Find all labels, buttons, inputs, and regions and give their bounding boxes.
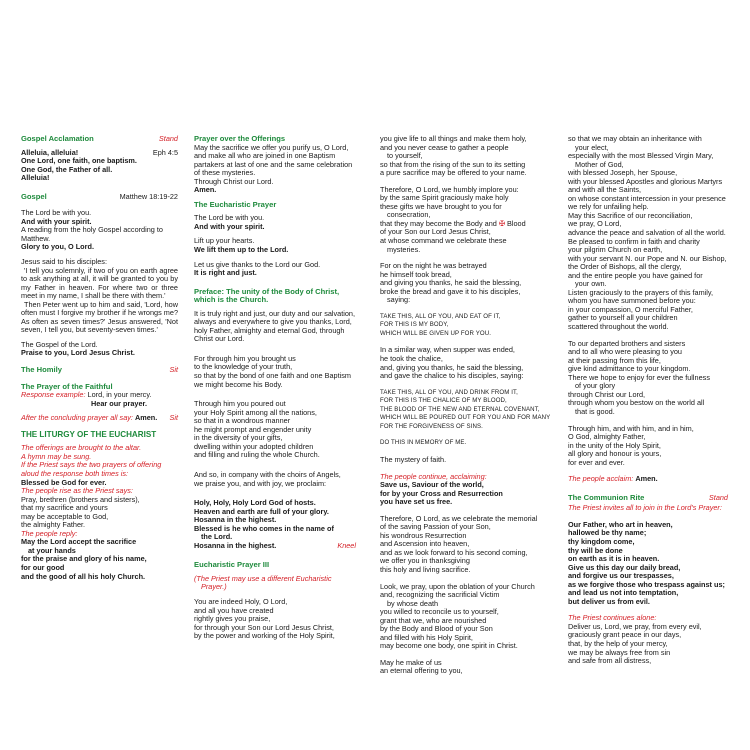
preface-paragraph (194, 355, 356, 389)
response-line: thy will be done (568, 545, 623, 555)
text-line: TAKE THIS, ALL OF YOU, AND EAT OF IT, (380, 312, 501, 320)
text-line: Therefore, O Lord, we humbly implore you: (380, 184, 519, 194)
text-line: FOR THIS IS MY BODY, (380, 321, 449, 329)
response-line: Glory to you, O Lord. (21, 242, 94, 252)
text-line: Let us give thanks to the Lord our God. (194, 259, 321, 269)
after-prayer (21, 414, 178, 423)
column-3 (380, 135, 552, 682)
text-line: WHICH WILL BE POURED OUT FOR YOU AND FOR MANY (380, 414, 551, 422)
dialogue-3 (194, 261, 356, 278)
rubric: After the concluding prayer all say: (21, 413, 133, 423)
text-line: There we hope to enjoy for ever the fullness (568, 372, 710, 382)
sign-of-cross-icon: ✠ (498, 218, 505, 228)
text-line: The Lord be with you. (21, 208, 92, 218)
text-line: you willed to reconcile us to yourself, (380, 607, 499, 617)
rubric: The offerings are brought to the altar. (21, 443, 142, 453)
text-line: For through him you brought us (194, 353, 296, 363)
text-line: Deliver us, Lord, we pray, from every evil, (568, 621, 702, 631)
text-line: your pilgrim Church on earth, (568, 245, 663, 255)
section-heading: Eucharistic Prayer III (194, 560, 270, 570)
text-line: in the diversity of your gifts, (194, 433, 283, 443)
text-line: your elect, (575, 142, 609, 152)
sanctus-last-line (194, 542, 356, 551)
lords-prayer-rubric: The Priest invites all to join in the Lord's Prayer: (568, 503, 722, 513)
text-line: One Lord, one faith, one baptism. (21, 156, 137, 166)
communion-header (568, 494, 728, 503)
great-amen (568, 475, 728, 484)
text-line: Listen graciously to the prayers of this family, (568, 287, 714, 297)
text-line: advance the peace and salvation of all the world. (568, 228, 726, 238)
text-line: O God, almighty Father, (568, 432, 646, 442)
text-line: WHICH WILL BE GIVEN UP FOR YOU. (380, 329, 491, 337)
text-line: saying: (387, 295, 411, 305)
text-line: that, by the help of your mercy, (568, 638, 668, 648)
text-line: A reading from the holy Gospel according to Matthew. (21, 225, 163, 243)
text-line: may become one body, one spirit in Christ. (380, 641, 518, 651)
gospel-acclamation-header (21, 135, 178, 144)
column-1 (21, 135, 178, 581)
text-line: and giving you thanks, he said the blessing, (380, 278, 522, 288)
preface-heading (194, 288, 356, 305)
section-heading: Gospel (21, 191, 47, 201)
text-line: Through him you poured out (194, 399, 286, 409)
text-line: FOR THIS IS THE CHALICE OF MY BLOOD, (380, 397, 507, 405)
text-line: we might become his Body. (194, 379, 283, 389)
rubric: The people continue, acclaiming: (380, 471, 487, 481)
response-line: for the praise and glory of his name, (21, 554, 147, 564)
text-line: give kind admittance to your kingdom. (568, 364, 691, 374)
text-line: Jesus said to his disciples: (21, 257, 107, 267)
rubric: A hymn may be sung. (21, 451, 92, 461)
rubric: The people reply: (21, 528, 78, 538)
offering (380, 659, 552, 676)
response-line: thy kingdom come, (568, 536, 635, 546)
text-line: the Order of Bishops, all the clergy, (568, 262, 682, 272)
text-line: we may be always free from sin (568, 647, 671, 657)
response-line: and forgive us our trespasses, (568, 571, 674, 581)
section-heading: The Eucharistic Prayer (194, 199, 277, 209)
text-line: and to all who were pleasing to you (568, 347, 682, 357)
text-line: in the unity of the Holy Spirit, (568, 440, 661, 450)
gospel-end (21, 341, 178, 358)
text-line: that is good. (575, 406, 615, 416)
column-2 (194, 135, 356, 647)
offerings-rubric (21, 444, 178, 581)
text-line: May the sacrifice we offer you purify us, O Lord, and make all who are joined in one Baptism partakers at last of one and the same celebration of these mysteries. (194, 142, 353, 178)
text-line: and with all the Saints, (568, 185, 642, 195)
text-line: THE BLOOD OF THE NEW AND ETERNAL COVENANT, (380, 405, 540, 413)
text-line: he might prompt and engender unity (194, 424, 312, 434)
text-line: that they may become the Body and (380, 218, 497, 228)
text-line: Lift up your hearts. (194, 236, 255, 246)
text-line: and as we look forward to his second coming, (380, 547, 528, 557)
text-line: may be acceptable to God, (21, 511, 109, 521)
response-line: Blessed be God for ever. (21, 477, 107, 487)
text-line: he took the chalice, (380, 354, 443, 364)
text-line: You are indeed Holy, O Lord, (194, 596, 288, 606)
heading-line: which is the Church. (194, 295, 269, 305)
rubric: The people acclaim: (568, 474, 634, 484)
text-line: and the entire people you have gained for (568, 270, 703, 280)
section-heading: Prayer over the Offerings (194, 134, 286, 143)
posture-rubric: Stand (158, 134, 178, 143)
text-line: these gifts we have brought to you for (380, 201, 502, 211)
memory-line: DO THIS IN MEMORY OF ME. (380, 439, 467, 447)
response-line: May the Lord accept the sacrifice (21, 537, 137, 547)
text-line: on whose constant intercession in your presence (568, 193, 726, 203)
text-line: and, recognizing the sacrificial Victim (380, 590, 500, 600)
rubric: The Priest continues alone: (568, 613, 657, 623)
ep3-rubric (194, 575, 356, 592)
text-line: you give life to all things and make them holy, (380, 134, 527, 143)
response-line: and the good of all his holy Church. (21, 571, 146, 581)
text-line: of your glory (575, 381, 616, 391)
text-line: To our departed brothers and sisters (568, 338, 686, 348)
text-line: and filled with his Holy Spirit, (380, 632, 473, 642)
text-line: for through your Son our Lord Jesus Christ, (194, 622, 334, 632)
text-line: he himself took bread, (380, 269, 452, 279)
text-line: of the saving Passion of your Son, (380, 522, 491, 532)
mystery-line: The mystery of faith. (380, 454, 447, 464)
response-line: Our Father, who art in heaven, (568, 519, 673, 529)
response-line: Give us this day our daily bread, (568, 562, 681, 572)
gospel-text (21, 258, 178, 335)
section-heading: Gospel Acclamation (21, 134, 94, 143)
text-line: In a similar way, when supper was ended, (380, 345, 515, 355)
text-line: especially with the most Blessed Virgin Mary, (568, 151, 714, 161)
section-heading: THE LITURGY OF THE EUCHARIST (21, 429, 157, 439)
text-line: this holy and living sacrifice. (380, 564, 471, 574)
text-line: broke the bread and gave it to his disciples, (380, 286, 521, 296)
text-line: Through Christ our Lord. (194, 176, 274, 186)
rubric: The people rise as the Priest says: (21, 486, 133, 496)
text-line: whom you have summoned before you: (568, 296, 696, 306)
posture-rubric: Sit (169, 365, 178, 375)
doxology (568, 425, 728, 468)
response-line: hallowed be thy name; (568, 528, 647, 538)
ep-paragraph (380, 135, 552, 178)
response-line: on earth as it is in heaven. (568, 554, 660, 564)
response-line: Amen. (134, 413, 158, 423)
text-line: by the power and working of the Holy Spirit, (194, 631, 335, 641)
text-line: the almighty Father. (21, 520, 86, 530)
response-line: at your hands (28, 545, 76, 555)
sanctus (194, 499, 356, 550)
response-line: Blessed is he who comes in the name of (194, 523, 334, 533)
text-line: with your blessed Apostles and glorious Martyrs (568, 176, 723, 186)
oblation (380, 583, 552, 651)
text-line: Mother of God, (575, 159, 624, 169)
text-line: Alleluia, alleluia! (21, 147, 79, 157)
alleluia-verse (21, 149, 178, 183)
text-line: gather to yourself all your children (568, 313, 678, 323)
text-line: to the knowledge of your truth, (194, 362, 293, 372)
text-line: we offer you in thanksgiving (380, 556, 470, 566)
scripture-reference: Matthew 18:19-22 (119, 191, 178, 201)
response-line: Hear our prayer. (91, 398, 147, 408)
text-line: by whose death (387, 598, 439, 608)
text-line: mysteries. (387, 244, 421, 254)
text-line: so that by the bond of one faith and one Baptism (194, 371, 351, 381)
response-line: Praise to you, Lord Jesus Christ. (21, 348, 135, 358)
text-line: your own. (575, 279, 607, 289)
text-line: that my sacrifice and yours (21, 503, 108, 513)
posture-rubric: Kneel (337, 540, 356, 550)
response-line: but deliver us from evil. (568, 596, 650, 606)
text-line: an eternal offering to you, (380, 666, 463, 676)
text-line: to yourself, (387, 151, 423, 161)
text-line: Look, we pray, upon the oblation of your Church (380, 581, 535, 591)
text-line: and you never cease to gather a people (380, 142, 509, 152)
text-line: Then Peter went up to him and said, 'Lord, how often must I forgive my brother if he wrongs me? As often as seven times?' Jesus answered, 'Not seven, I tell you, but seventy-seven times.' (21, 299, 178, 335)
text-line: we praise you, and with joy, we proclaim: (194, 478, 327, 488)
text-line: The Lord be with you. (194, 213, 265, 223)
text-line: Through him, and with him, and in him, (568, 423, 694, 433)
dialogue-1 (194, 214, 356, 231)
text-line: so that we may obtain an inheritance with (568, 134, 702, 143)
text-line: so that from the rising of the sun to its setting (380, 159, 526, 169)
intercessions (568, 135, 728, 332)
response-line: and lead us not into temptation, (568, 588, 679, 598)
text-line: dwelling within your adopted children (194, 441, 314, 451)
text-line: a pure sacrifice may be offered to your name. (380, 168, 527, 178)
text-line: through whom you bestow on the world all (568, 398, 705, 408)
homily-header (21, 366, 178, 375)
section-heading: The Homily (21, 365, 62, 375)
response-line: Hosanna in the highest. (194, 515, 277, 525)
response-line: as we forgive those who trespass against us; (568, 579, 725, 589)
posture-rubric: Sit (169, 413, 178, 423)
text-line: by the same Spirit graciously make holy (380, 193, 509, 203)
text-line: 'I tell you solemnly, if two of you on earth agree to ask anything at all, it will be granted to you by my Father in heaven. For where two or three meet in my name, I shall be there with them.' (21, 265, 178, 301)
text-line: For on the night he was betrayed (380, 261, 487, 271)
response-line: Amen. (635, 474, 658, 484)
text-line: your Holy Spirit among all the nations, (194, 407, 317, 417)
faithful-example (21, 391, 178, 408)
text-line: at whose command we celebrate these (380, 236, 507, 246)
text-line: May he make of us (380, 657, 442, 667)
text-line: consecration, (387, 210, 431, 220)
preface-paragraph (194, 471, 356, 488)
response-line: We lift them up to the Lord. (194, 245, 289, 255)
rubric: Prayer.) (201, 582, 227, 592)
text-line: Be pleased to confirm in faith and charity (568, 236, 700, 246)
text-line: scattered throughout the world. (568, 322, 669, 332)
lords-prayer (568, 521, 728, 606)
response-line: the Lord. (201, 532, 233, 542)
preface-paragraph: It is truly right and just, our duty and our salvation, always and everywhere to give you thanks, Lord, holy Father, almighty and eternal God, through Christ our Lord. (194, 308, 356, 344)
text-line: and, giving you thanks, he said the blessing, (380, 362, 524, 372)
text-line: and gave the chalice to his disciples, saying: (380, 371, 524, 381)
text-line: and Ascension into heaven, (380, 539, 470, 549)
section-heading: The Prayer of the Faithful (21, 381, 113, 391)
text-line: we pray, O Lord, (568, 219, 622, 229)
heading-line: Preface: The unity of the Body of Christ, (194, 286, 340, 296)
text-line: all glory and honour is yours, (568, 449, 662, 459)
text-line: grant that we, who are nourished (380, 615, 487, 625)
response-line: Holy, Holy, Holy Lord God of hosts. (194, 498, 316, 508)
consecration-bread (380, 313, 552, 339)
rubric: If the Priest says the two prayers of offering aloud the response both times is: (21, 460, 162, 478)
institution-narrative (380, 346, 552, 380)
text-line: and filling and ruling the whole Church. (194, 450, 320, 460)
text-line: May this Sacrifice of our reconciliation, (568, 210, 693, 220)
response-line: Hosanna in the highest. (194, 540, 277, 550)
response-line: Heaven and earth are full of your glory. (194, 506, 329, 516)
text-line: with blessed Joseph, her Spouse, (568, 168, 678, 178)
rubric: (The Priest may use a different Eucharistic (194, 573, 332, 583)
text-line: for ever and ever. (568, 457, 625, 467)
text-line: at their passing from this life, (568, 355, 661, 365)
text-line: And so, in company with the choirs of Angels, (194, 469, 341, 479)
gospel-dialogue (21, 209, 178, 252)
text-line: TAKE THIS, ALL OF YOU, AND DRINK FROM IT, (380, 388, 518, 396)
gospel-header (21, 193, 178, 202)
section-heading: The Communion Rite (568, 492, 645, 502)
text-line: Pray, brethren (brothers and sisters), (21, 494, 140, 504)
response-line: Save us, Saviour of the world, (380, 480, 484, 490)
response-line: you have set us free. (380, 497, 453, 507)
preface-paragraph (194, 400, 356, 460)
text-line: rightly gives you praise, (194, 614, 271, 624)
dialogue-2 (194, 237, 356, 254)
text-line: Lord, in your mercy. (87, 390, 152, 400)
response-line: Amen. (194, 185, 217, 195)
text-line: so that in a wondrous manner (194, 416, 291, 426)
institution-narrative (380, 262, 552, 305)
text-line: graciously grant peace in our days, (568, 630, 682, 640)
text-line: we rely for unfailing help. (568, 202, 649, 212)
departed (568, 340, 728, 417)
memorial-acclamation (380, 473, 552, 507)
prayer-over-offerings (194, 144, 356, 195)
epiclesis (380, 186, 552, 254)
text-line: through Christ our Lord, (568, 389, 646, 399)
response-line: And with your spirit. (194, 221, 265, 231)
text-line: with your servant N. our Pope and N. our Bishop, (568, 253, 727, 263)
text-line: in your compassion, O merciful Father, (568, 304, 693, 314)
text-line: by the Body and Blood of your Son (380, 624, 493, 634)
text-line: and safe from all distress, (568, 656, 652, 666)
response-line: for by your Cross and Resurrection (380, 488, 503, 498)
consecration-wine (380, 389, 552, 432)
text-line: Blood (507, 218, 526, 228)
text-line: Alleluia! (21, 173, 50, 183)
text-line: One God, the Father of all. (21, 164, 113, 174)
text-line: FOR THE FORGIVENESS OF SINS. (380, 422, 483, 430)
scripture-reference: Eph 4:5 (152, 147, 178, 157)
text-line: The Gospel of the Lord. (21, 339, 98, 349)
text-line: Therefore, O Lord, as we celebrate the memorial (380, 513, 538, 523)
response-line: for our good (21, 562, 65, 572)
text-line: and all you have created (194, 605, 274, 615)
rubric: Response example: (21, 390, 86, 400)
text-line: of your Son our Lord Jesus Christ, (380, 227, 491, 237)
text-line: his wondrous Resurrection (380, 530, 467, 540)
column-4 (568, 135, 728, 672)
anamnesis (380, 515, 552, 575)
response-line: And with your spirit. (21, 216, 92, 226)
embolism (568, 614, 728, 665)
ep3-text (194, 598, 356, 641)
posture-rubric: Stand (708, 492, 728, 502)
response-line: It is right and just. (194, 268, 257, 278)
